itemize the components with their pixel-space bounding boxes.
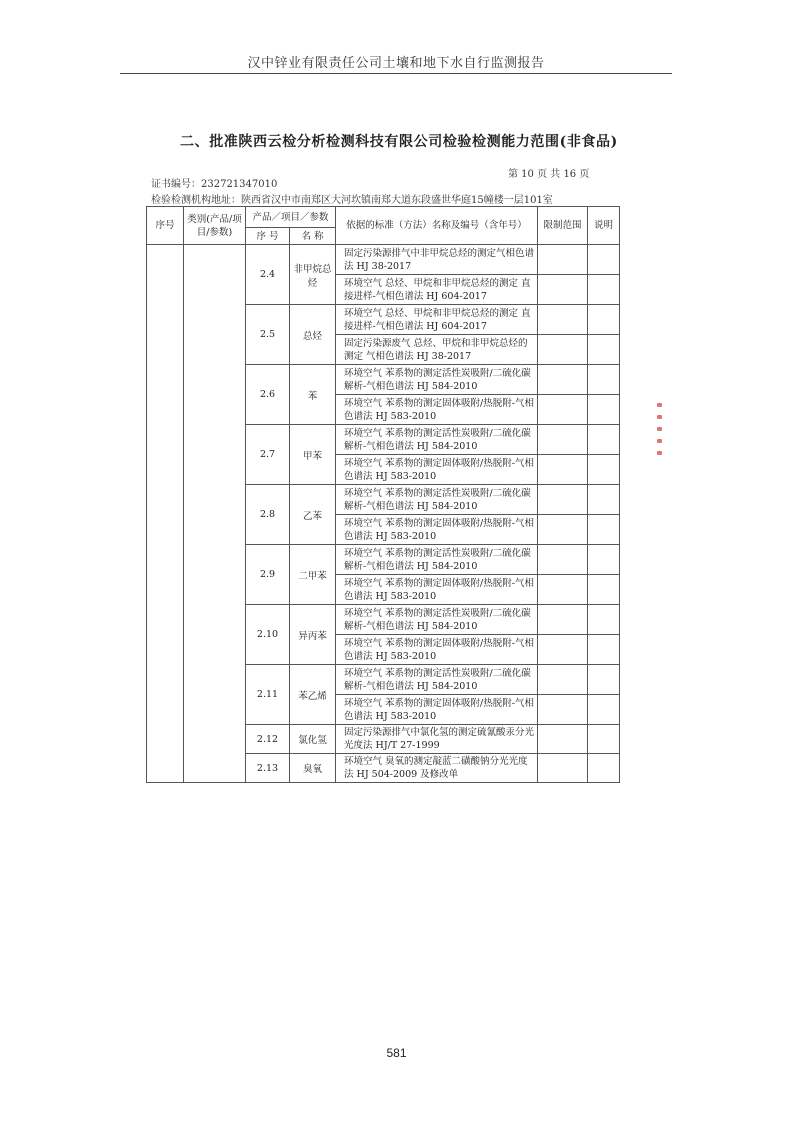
item-number: 2.4 xyxy=(246,245,290,305)
item-name: 臭氧 xyxy=(290,754,336,783)
limit-cell xyxy=(538,725,588,754)
limit-cell xyxy=(538,305,588,335)
item-name: 甲苯 xyxy=(290,425,336,485)
standard-cell: 环境空气 苯系物的测定固体吸附/热脱附-气相色谱法 HJ 583-2010 xyxy=(336,575,538,605)
item-number: 2.7 xyxy=(246,425,290,485)
limit-cell xyxy=(538,665,588,695)
item-name: 非甲烷总烃 xyxy=(290,245,336,305)
limit-cell xyxy=(538,275,588,305)
standard-cell: 固定污染源废气 总烃、甲烷和非甲烷总烃的测定 气相色谱法 HJ 38-2017 xyxy=(336,335,538,365)
note-cell xyxy=(588,725,620,754)
standard-cell: 固定污染源排气中非甲烷总烃的测定气相色谱法 HJ 38-2017 xyxy=(336,245,538,275)
standard-cell: 环境空气 总烃、甲烷和非甲烷总烃的测定 直接进样-气相色谱法 HJ 604-2017 xyxy=(336,275,538,305)
standard-cell: 环境空气 苯系物的测定活性炭吸附/二硫化碳解析-气相色谱法 HJ 584-2010 xyxy=(336,605,538,635)
limit-cell xyxy=(538,245,588,275)
item-number: 2.5 xyxy=(246,305,290,365)
limit-cell xyxy=(538,695,588,725)
note-cell xyxy=(588,305,620,335)
header-item-name: 名 称 xyxy=(290,228,336,245)
certificate-number: 证书编号：232721347010 xyxy=(151,179,278,190)
item-number: 2.8 xyxy=(246,485,290,545)
standard-cell: 环境空气 苯系物的测定固体吸附/热脱附-气相色谱法 HJ 583-2010 xyxy=(336,455,538,485)
note-cell xyxy=(588,515,620,545)
limit-cell xyxy=(538,335,588,365)
standard-cell: 环境空气 苯系物的测定固体吸附/热脱附-气相色谱法 HJ 583-2010 xyxy=(336,695,538,725)
note-cell xyxy=(588,485,620,515)
limit-cell xyxy=(538,635,588,665)
note-cell xyxy=(588,754,620,783)
note-cell xyxy=(588,635,620,665)
note-cell xyxy=(588,245,620,275)
page-info: 第 10 页 共 16 页 xyxy=(508,169,590,180)
header-standard: 依据的标准（方法）名称及编号（含年号） xyxy=(336,207,538,245)
item-number: 2.11 xyxy=(246,665,290,725)
standard-cell: 环境空气 苯系物的测定活性炭吸附/二硫化碳解析-气相色谱法 HJ 584-2010 xyxy=(336,485,538,515)
item-name: 苯乙烯 xyxy=(290,665,336,725)
limit-cell xyxy=(538,605,588,635)
header-note: 说明 xyxy=(588,207,620,245)
header-limit: 限制范围 xyxy=(538,207,588,245)
limit-cell xyxy=(538,395,588,425)
item-name: 异丙苯 xyxy=(290,605,336,665)
lab-address: 检验检测机构地址：陕西省汉中市南郑区大河坎镇南郑大道东段盛世华庭15幢楼一层101室 xyxy=(151,195,553,206)
header-rule xyxy=(120,73,672,74)
standard-cell: 固定污染源排气中氯化氢的测定硫氰酸汞分光光度法 HJ/T 27-1999 xyxy=(336,725,538,754)
limit-cell xyxy=(538,545,588,575)
seq-cell xyxy=(147,245,184,783)
capability-table-wrapper xyxy=(146,206,619,783)
document-title: 二、批准陕西云检分析检测科技有限公司检验检测能力范围(非食品) xyxy=(180,134,618,150)
note-cell xyxy=(588,605,620,635)
page-number: 581 xyxy=(386,1046,407,1060)
note-cell xyxy=(588,335,620,365)
item-name: 氯化氢 xyxy=(290,725,336,754)
header-seq: 序号 xyxy=(147,207,184,245)
capability-table xyxy=(146,206,620,783)
note-cell xyxy=(588,695,620,725)
item-number: 2.9 xyxy=(246,545,290,605)
limit-cell xyxy=(538,425,588,455)
standard-cell: 环境空气 总烃、甲烷和非甲烷总烃的测定 直接进样-气相色谱法 HJ 604-2017 xyxy=(336,305,538,335)
note-cell xyxy=(588,395,620,425)
limit-cell xyxy=(538,575,588,605)
limit-cell xyxy=(538,754,588,783)
item-number: 2.13 xyxy=(246,754,290,783)
standard-cell: 环境空气 苯系物的测定活性炭吸附/二硫化碳解析-气相色谱法 HJ 584-2010 xyxy=(336,665,538,695)
header-category: 类别(产品/项目/参数) xyxy=(184,207,246,245)
standard-cell: 环境空气 苯系物的测定活性炭吸附/二硫化碳解析-气相色谱法 HJ 584-2010 xyxy=(336,425,538,455)
standard-cell: 环境空气 苯系物的测定固体吸附/热脱附-气相色谱法 HJ 583-2010 xyxy=(336,635,538,665)
header-product-group: 产品／项目／参数 xyxy=(246,207,336,228)
table-row xyxy=(147,245,620,275)
item-number: 2.10 xyxy=(246,605,290,665)
item-name: 总烃 xyxy=(290,305,336,365)
limit-cell xyxy=(538,485,588,515)
header-item-no: 序 号 xyxy=(246,228,290,245)
standard-cell: 环境空气 苯系物的测定活性炭吸附/二硫化碳解析-气相色谱法 HJ 584-2010 xyxy=(336,365,538,395)
report-running-header: 汉中锌业有限责任公司土壤和地下水自行监测报告 xyxy=(247,56,545,71)
note-cell xyxy=(588,575,620,605)
item-number: 2.6 xyxy=(246,365,290,425)
note-cell xyxy=(588,275,620,305)
note-cell xyxy=(588,545,620,575)
standard-cell: 环境空气 臭氧的测定靛蓝二磺酸钠分光光度法 HJ 504-2009 及修改单 xyxy=(336,754,538,783)
note-cell xyxy=(588,665,620,695)
standard-cell: 环境空气 苯系物的测定固体吸附/热脱附-气相色谱法 HJ 583-2010 xyxy=(336,515,538,545)
limit-cell xyxy=(538,365,588,395)
note-cell xyxy=(588,455,620,485)
note-cell xyxy=(588,365,620,395)
category-cell xyxy=(184,245,246,783)
standard-cell: 环境空气 苯系物的测定活性炭吸附/二硫化碳解析-气相色谱法 HJ 584-2010 xyxy=(336,545,538,575)
standard-cell: 环境空气 苯系物的测定固体吸附/热脱附-气相色谱法 HJ 583-2010 xyxy=(336,395,538,425)
item-name: 二甲苯 xyxy=(290,545,336,605)
item-name: 苯 xyxy=(290,365,336,425)
item-name: 乙苯 xyxy=(290,485,336,545)
note-cell xyxy=(588,425,620,455)
item-number: 2.12 xyxy=(246,725,290,754)
red-stamp-edge xyxy=(652,395,666,480)
limit-cell xyxy=(538,455,588,485)
limit-cell xyxy=(538,515,588,545)
